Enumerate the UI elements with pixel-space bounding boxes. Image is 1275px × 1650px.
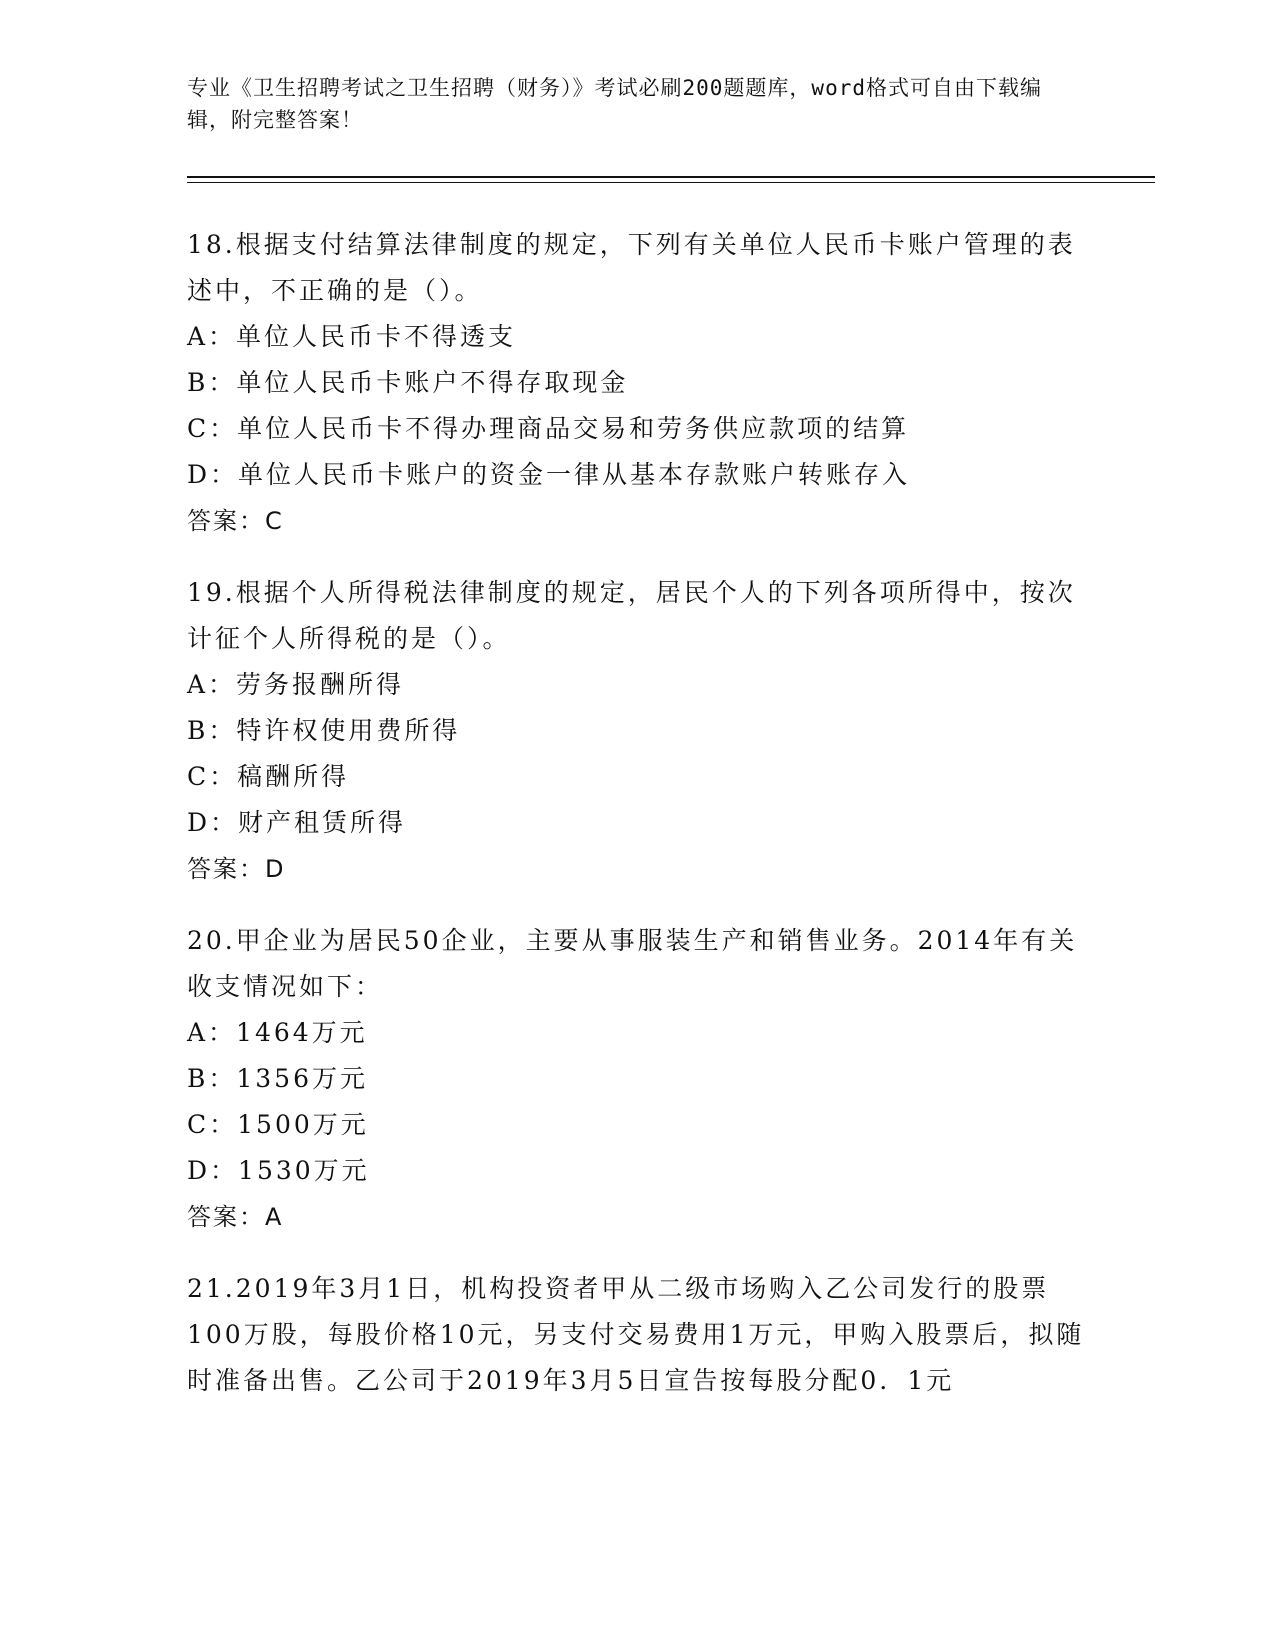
- option-d: D：1530万元: [187, 1156, 370, 1185]
- option-c: C：单位人民币卡不得办理商品交易和劳务供应款项的结算: [187, 414, 910, 443]
- option-d: D：单位人民币卡账户的资金一律从基本存款账户转账存入: [187, 460, 911, 489]
- option-b: B：特许权使用费所得: [187, 716, 461, 745]
- option-c: C：1500万元: [187, 1110, 369, 1139]
- document-header: 专业《卫生招聘考试之卫生招聘（财务）》考试必刷200题题库，word格式可自由下载编辑，附完整答案！: [187, 76, 1042, 132]
- question-19: [187, 570, 1087, 892]
- answer-line: 答案：A: [187, 1203, 284, 1231]
- question-stem: 18.根据支付结算法律制度的规定，下列有关单位人民币卡账户管理的表述中，不正确的是（）。: [187, 230, 1076, 305]
- option-a: A：单位人民币卡不得透支: [187, 322, 517, 351]
- header-divider-thick: [187, 176, 1155, 178]
- option-a: A：1464万元: [187, 1018, 368, 1047]
- answer-line: 答案：C: [187, 507, 284, 535]
- option-b: B：单位人民币卡账户不得存取现金: [187, 368, 629, 397]
- question-stem: 20.甲企业为居民50企业，主要从事服装生产和销售业务。2014年有关收支情况如下：: [187, 926, 1078, 1001]
- question-20: [187, 918, 1087, 1240]
- option-a: A：劳务报酬所得: [187, 670, 405, 699]
- option-b: B：1356万元: [187, 1064, 368, 1093]
- answer-line: 答案：D: [187, 855, 286, 883]
- question-18: [187, 222, 1087, 544]
- question-stem: 19.根据个人所得税法律制度的规定，居民个人的下列各项所得中，按次计征个人所得税的是（）。: [187, 578, 1076, 653]
- question-21: [187, 1266, 1087, 1404]
- option-c: C：稿酬所得: [187, 762, 350, 791]
- option-d: D：财产租赁所得: [187, 808, 407, 837]
- header-divider-thin: [187, 182, 1155, 183]
- question-stem: 21.2019年3月1日，机构投资者甲从二级市场购入乙公司发行的股票100万股，每股价格10元，另支付交易费用1万元，甲购入股票后，拟随时准备出售。乙公司于2019年3月5日宣告按每股分配0．1元: [187, 1274, 1085, 1395]
